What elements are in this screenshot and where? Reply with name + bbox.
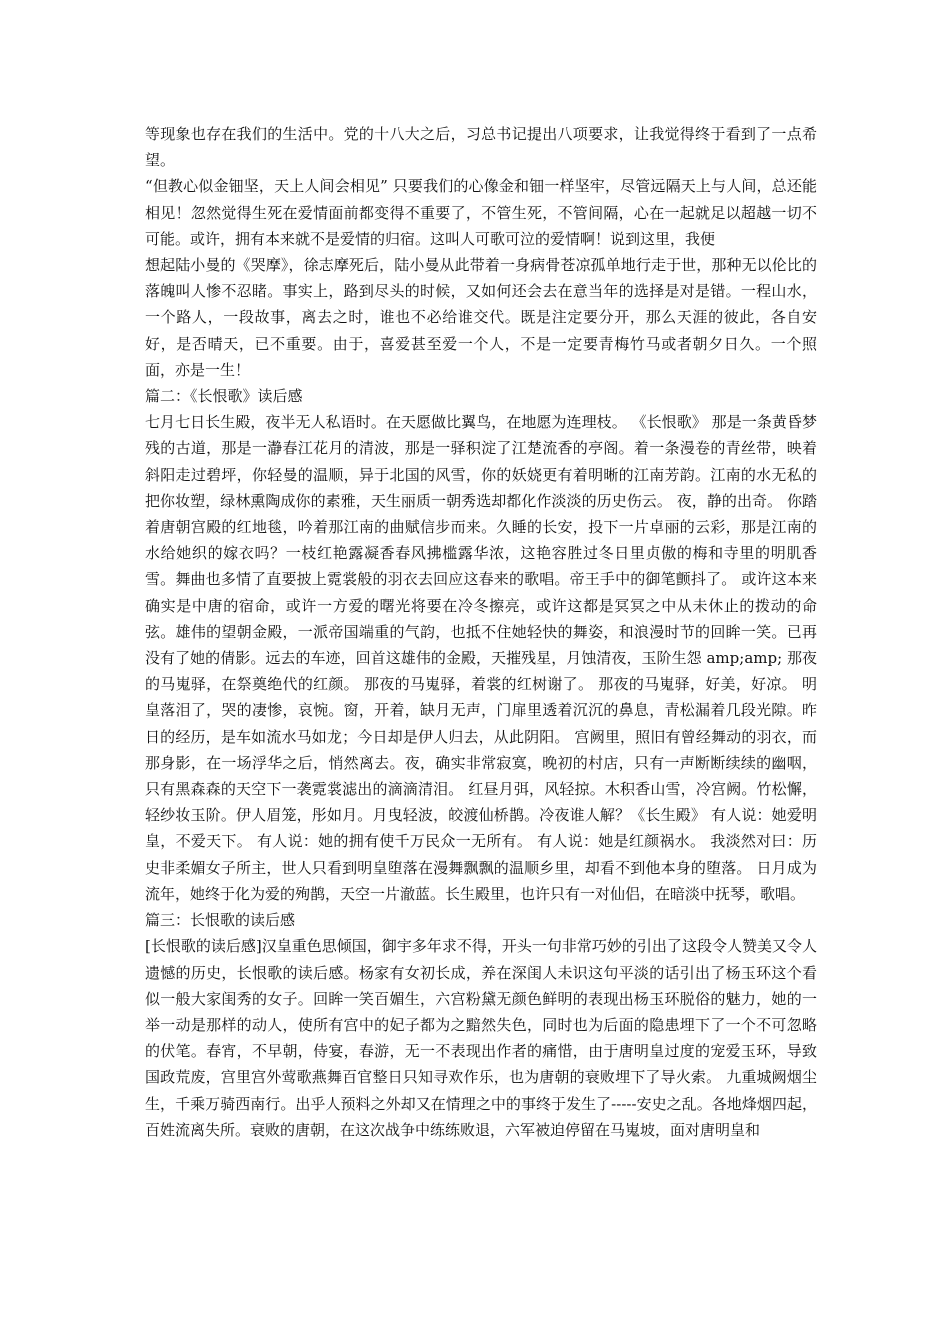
section-heading-3: 篇三：长恨歌的读后感 <box>145 911 296 930</box>
paragraph-intro: 等现象也存在我们的生活中。党的十八大之后，习总书记提出八项要求，让我觉得终于看到了一点希望。 <box>145 125 817 170</box>
paragraph-quote: “但教心似金钿坚，天上人间会相见” 只要我们的心像金和钿一样坚牢，尽管远隔天上与人间，总还能相见！忽然觉得生死在爱情面前都变得不重要了，不管生死，不管间隔，心在一起就足以超越一切不可能。或许，拥有本来就不是爱情的归宿。这叫人可歌可泣的爱情啊！说到这里，我便 <box>145 177 817 248</box>
paragraph-section-3: [长恨歌的读后感]汉皇重色思倾国，御宇多年求不得，开头一句非常巧妙的引出了这段令人赞美又令人遗憾的历史，长恨歌的读后感。杨家有女初长成，养在深闺人未识这句平淡的话引出了杨玉环这个看似一般大家闺秀的女子。回眸一笑百媚生，六宫粉黛无颜色鲜明的表现出杨玉环脱俗的魅力，她的一举一动是那样的动人，使所有宫中的妃子都为之黯然失色，同时也为后面的隐患埋下了一个不可忽略的伏笔。春宵，不早朝，侍宴，春游，无一不表现出作者的痛惜，由于唐明皇过度的宠爱玉环，导致国政荒废，宫里宫外莺歌燕舞百官整日只知寻欢作乐，也为唐朝的衰败埋下了导火索。 九重城阙烟尘生，千乘万骑西南行。出乎人预料之外却又在情理之中的事终于发生了-----安史之乱。各地烽烟四起，百姓流离失所。衰败的唐朝，在这次战争中练练败退，六军被迫停留在马嵬坡，面对唐明皇和 <box>145 937 817 1139</box>
paragraph-section-2: 七月七日长生殿，夜半无人私语时。在天愿做比翼鸟，在地愿为连理枝。 《长恨歌》 那是一条黄昏梦残的古道，那是一瀞春江花月的清波，那是一驿积淀了江楚流香的亭阁。着一条漫卷的青丝带，映着斜阳走过碧坪，你轻曼的温顺，异于北国的风雪，你的妖娆更有着明晰的江南芳韵。江南的水无私的把你妆塑，绿林熏陶成你的素雅，天生丽质一朝秀选却都化作淡淡的历史伤云。 夜，静的出奇。 你踏着唐朝宫殿的红地毯，吟着那江南的曲赋信步而来。久睡的长安，投下一片卓丽的云彩，那是江南的水给她织的嫁衣吗？一枝红艳露凝香春风拂槛露华浓，这艳容胜过冬日里贞傲的梅和寺里的明肌香雪。舞曲也多情了直要披上霓裳般的羽衣去回应这春来的歌唱。帝王手中的御笔颤抖了。 或许这本来确实是中唐的宿命，或许一方爱的曙光将要在冷冬擦亮，或许这都是冥冥之中从未休止的拨动的命弦。雄伟的望朝金殿，一派帝国端重的气韵，也抵不住她轻快的舞姿，和浪漫时节的回眸一笑。已再没有了她的倩影。远去的车迹，回首这雄伟的金殿，天摧残星，月蚀清夜，玉阶生怨 amp;amp; 那夜的马嵬驿，在祭奠绝代的红颜。 那夜的马嵬驿，着裳的红树谢了。 那夜的马嵬驿，好美，好凉。 明皇落泪了，哭的凄惨，哀惋。窗，开着，缺月无声，门扉里透着沉沉的鼻息，青松漏着几段光隙。昨日的经历，是车如流水马如龙；今日却是伊人归去，从此阴阳。 宫阙里，照旧有曾经舞动的羽衣，而那身影，在一场浮华之后，悄然离去。夜，确实非常寂寞，晚初的村店，只有一声断断续续的幽咽，只有黑森森的天空下一袭霓裳滤出的滴滴清泪。 红昼月弭，风轻掠。木积香山雪，冷宫阙。竹松懈，轻纱妆玉阶。伊人眉笼，彤如月。月曳轻波，皎渡仙桥鹊。冷夜谁人解？《长生殿》 有人说：她爱明皇，不爱天下。 有人说：她的拥有使千万民众一无所有。 有人说：她是红颜祸水。 我淡然对曰：历史非柔媚女子所主，世人只看到明皇堕落在漫舞飘飘的温顺乡里，却看不到他本身的堕落。 日月成为流年，她终于化为爱的殉鹊，天空一片澈蓝。长生殿里，也许只有一对仙侣，在暗淡中抚琴，歌唱。 <box>145 413 817 903</box>
document-body <box>145 121 817 1143</box>
section-heading-2: 篇二：《长恨歌》读后感 <box>145 387 303 406</box>
paragraph-lu-xiaoman: 想起陆小曼的《哭摩》，徐志摩死后，陆小曼从此带着一身病骨苍凉孤单地行走于世，那种无以伦比的落魄叫人惨不忍睹。事实上，路到尽头的时候，又如何还会去在意当年的选择是对是错。一程山水，一个路人，一段故事，离去之时，谁也不必给谁交代。既是注定要分开，那么天涯的彼此，各自安好，是否晴天，已不重要。由于，喜爱甚至爱一个人，不是一定要青梅竹马或者朝夕日久。一个照面，亦是一生！ <box>145 256 817 379</box>
